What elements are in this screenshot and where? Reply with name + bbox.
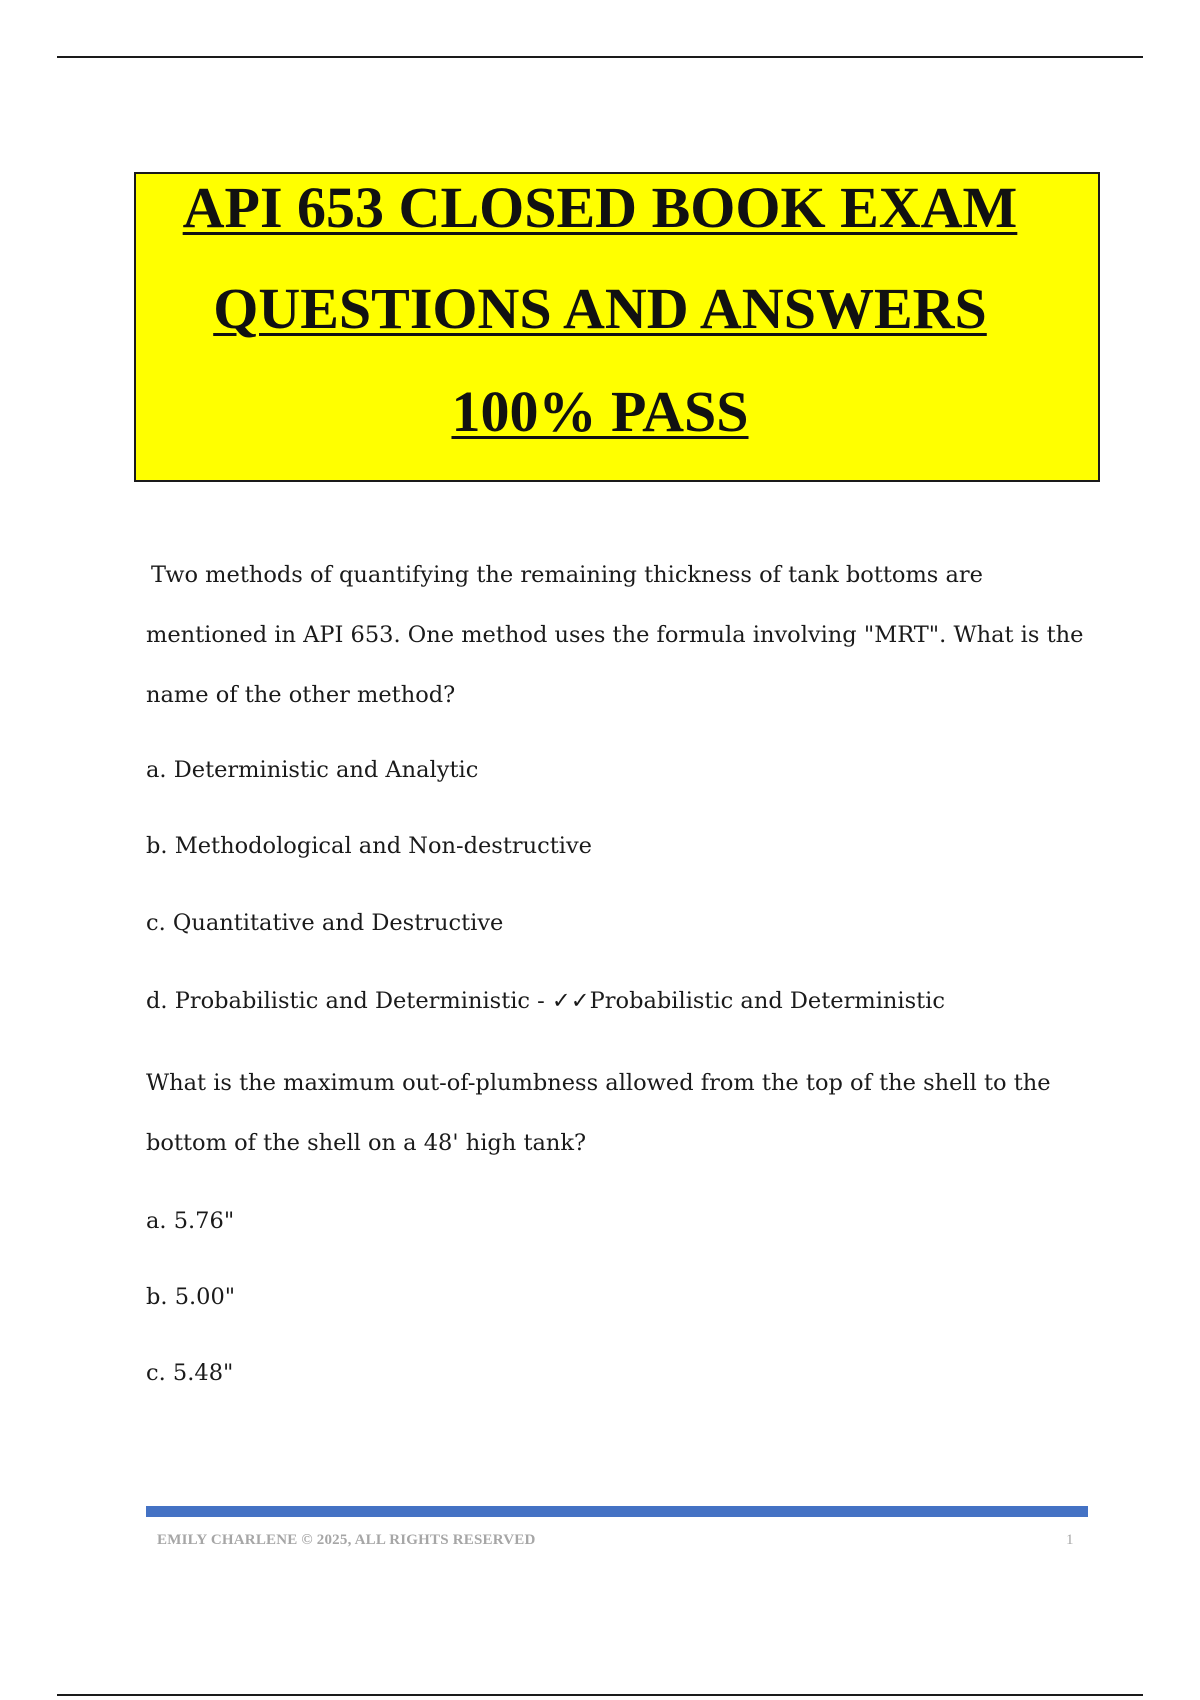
- bottom-rule: [57, 1694, 1143, 1696]
- title-line-2: QUESTIONS AND ANSWERS: [213, 276, 987, 341]
- question-1-option-a: a. Deterministic and Analytic: [146, 757, 479, 783]
- question-1-text: Two methods of quantifying the remaining thickness of tank bottoms are mentioned in API 653. One method uses the formula involving "MRT". What is the name of the other method?: [146, 562, 1084, 708]
- title-line-1: API 653 CLOSED BOOK EXAM: [182, 175, 1018, 240]
- question-2-option-b: b. 5.00": [146, 1284, 236, 1310]
- question-2-option-a: a. 5.76": [146, 1208, 235, 1234]
- footer-page-number: 1: [1066, 1532, 1074, 1548]
- question-2-option-c: c. 5.48": [146, 1360, 234, 1386]
- question-1-option-c: c. Quantitative and Destructive: [146, 910, 504, 936]
- footer-copyright: EMILY CHARLENE © 2025, ALL RIGHTS RESERVED: [157, 1532, 536, 1548]
- question-1-option-b: b. Methodological and Non-destructive: [146, 833, 593, 859]
- title-line-3: 100% PASS: [451, 379, 749, 444]
- question-2-text: What is the maximum out-of-plumbness allowed from the top of the shell to the bottom of the shell on a 48' high tank?: [146, 1070, 1051, 1156]
- footer-bar: [146, 1506, 1088, 1517]
- question-1-option-d: d. Probabilistic and Deterministic - ✓✓Probabilistic and Deterministic: [146, 988, 945, 1014]
- top-rule: [57, 56, 1143, 58]
